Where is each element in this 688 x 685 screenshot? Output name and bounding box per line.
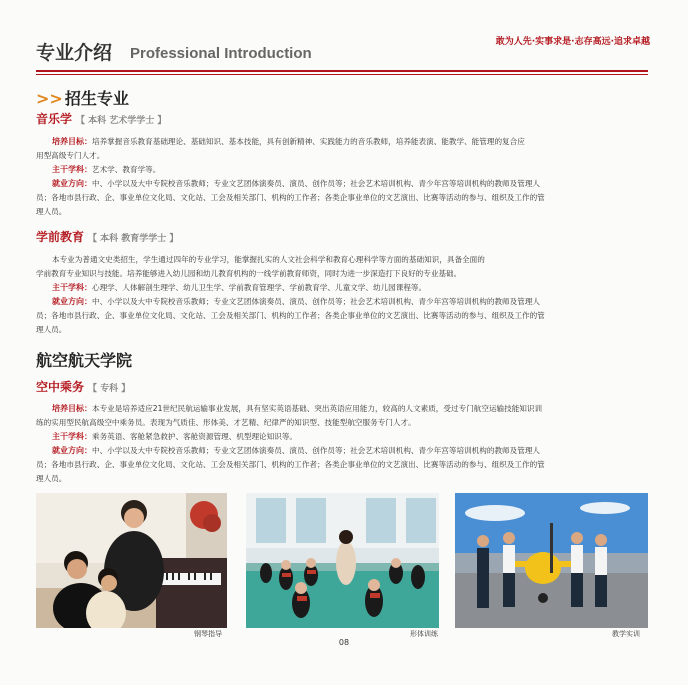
music-career-line2: 员；各地市县行政、企、事业单位文化局、文化站、工会及相关部门、机构的工作者；各类企事业单位的文艺演出、比赛等活动的参与、组织及工作的管: [36, 193, 545, 202]
flight-career-line3: 理人员。: [36, 474, 67, 483]
school-motto: 敢为人先·实事求是·志存高远·追求卓越: [495, 37, 650, 47]
major-heading-music: [36, 110, 166, 127]
subjects-label: 主干学科：: [52, 283, 92, 292]
flight-career-line2: 员；各地市县行政、企、事业单位文化局、文化站、工会及相关部门、机构的工作者；各类企事业单位的文艺演出、比赛等活动的参与、组织及工作的管: [36, 460, 545, 469]
flight-career-line1: 就业方向：中、小学以及大中专院校音乐教师；专业文艺团体演奏员、演员、创作员等；社会艺术培训机构、青少年宫等培训机构的教师及管理人: [52, 446, 541, 455]
music-career-line1: 就业方向：中、小学以及大中专院校音乐教师；专业文艺团体演奏员、演员、创作员等；社会艺术培训机构、青少年宫等培训机构的教师及管理人: [52, 179, 541, 188]
header-divider-thin: [36, 74, 648, 75]
major-name: 音乐学: [36, 112, 73, 126]
preschool-career-line1: 就业方向：中、小学以及大中专院校音乐教师；专业文艺团体演奏员、演员、创作员等；社会艺术培训机构、青少年宫等培训机构的教师及管理人: [52, 297, 541, 306]
photo-caption: 形体训练: [410, 630, 438, 638]
page-title: 专业介绍: [36, 42, 113, 64]
flight-goal-line2: 练的实用型民航高级空中乘务员。表现为气质佳、形体美、才艺精、纪律严的知识型、技能型航空服务专门人才。: [36, 418, 416, 427]
major-heading-preschool: [36, 228, 178, 245]
music-career-line3: 理人员。: [36, 207, 67, 216]
preschool-intro-line1: 本专业为普通文史类招生，学生通过四年的专业学习，能掌握扎实的人文社会科学和教育心理科学等方面的基础知识，具备全面的: [52, 255, 485, 264]
header-divider: [36, 70, 648, 72]
preschool-career-line3: 理人员。: [36, 325, 67, 334]
degree-tag: 【 专科 】: [88, 384, 131, 394]
section-heading-text: 招生专业: [64, 89, 129, 108]
music-goal-line1: 培养目标：培养掌握音乐教育基础理论、基础知识、基本技能，具有创新精神、实践能力的音乐教师，培养能表演、能教学、能管理的复合应: [52, 137, 525, 146]
major-name: 空中乘务: [36, 380, 85, 394]
photo-piano-lesson: [36, 493, 227, 628]
degree-tag: 【 本科 艺术学学士 】: [76, 116, 167, 126]
subjects-label: 主干学科：: [52, 432, 92, 441]
career-label: 就业方向：: [52, 297, 92, 306]
section-heading-admission: [36, 86, 129, 109]
music-subjects: 主干学科：艺术学、教育学等。: [52, 165, 161, 174]
flight-goal-line1: 培养目标：本专业是培养适应21世纪民航运输事业发展，具有坚实英语基础、突出英语应用能力，较高的人文素质，受过专门航空运输技能知识训: [52, 404, 543, 413]
photo-caption: 教学实训: [612, 630, 640, 638]
section-heading-aerospace: 航空航天学院: [36, 351, 133, 370]
flight-subjects: 主干学科：乘务英语、客舱紧急救护、客舱资源管理、机型理论知识等。: [52, 432, 298, 441]
subjects-label: 主干学科：: [52, 165, 92, 174]
degree-tag: 【 本科 教育学学士 】: [88, 234, 179, 244]
preschool-intro-line2: 学前教育专业知识与技能。培养能够进入幼儿园和幼儿教育机构的一线学前教育师资，同时为进一步深造打下良好的专业基础。: [36, 269, 462, 278]
photo-dance-training: [246, 493, 439, 628]
preschool-subjects: 主干学科：心理学、人体解剖生理学、幼儿卫生学、学前教育管理学、学前教育学、儿童文学、幼儿园课程等。: [52, 283, 427, 292]
major-name: 学前教育: [36, 230, 85, 244]
preschool-career-line2: 员；各地市县行政、企、事业单位文化局、文化站、工会及相关部门、机构的工作者；各类企事业单位的文艺演出、比赛等活动的参与、组织及工作的管: [36, 311, 545, 320]
major-heading-flight: [36, 378, 130, 395]
photo-caption: 钢琴指导: [194, 630, 222, 638]
page-title-english: Professional Introduction: [130, 45, 312, 62]
career-label: 就业方向：: [52, 446, 92, 455]
page-number: 08: [338, 638, 350, 647]
goal-label: 培养目标：: [52, 404, 92, 413]
career-label: 就业方向：: [52, 179, 92, 188]
goal-label: 培养目标：: [52, 137, 92, 146]
arrow-icon: >>: [36, 89, 63, 108]
music-goal-line2: 用型高级专门人才。: [36, 151, 105, 160]
photo-aviation-practice: [455, 493, 648, 628]
